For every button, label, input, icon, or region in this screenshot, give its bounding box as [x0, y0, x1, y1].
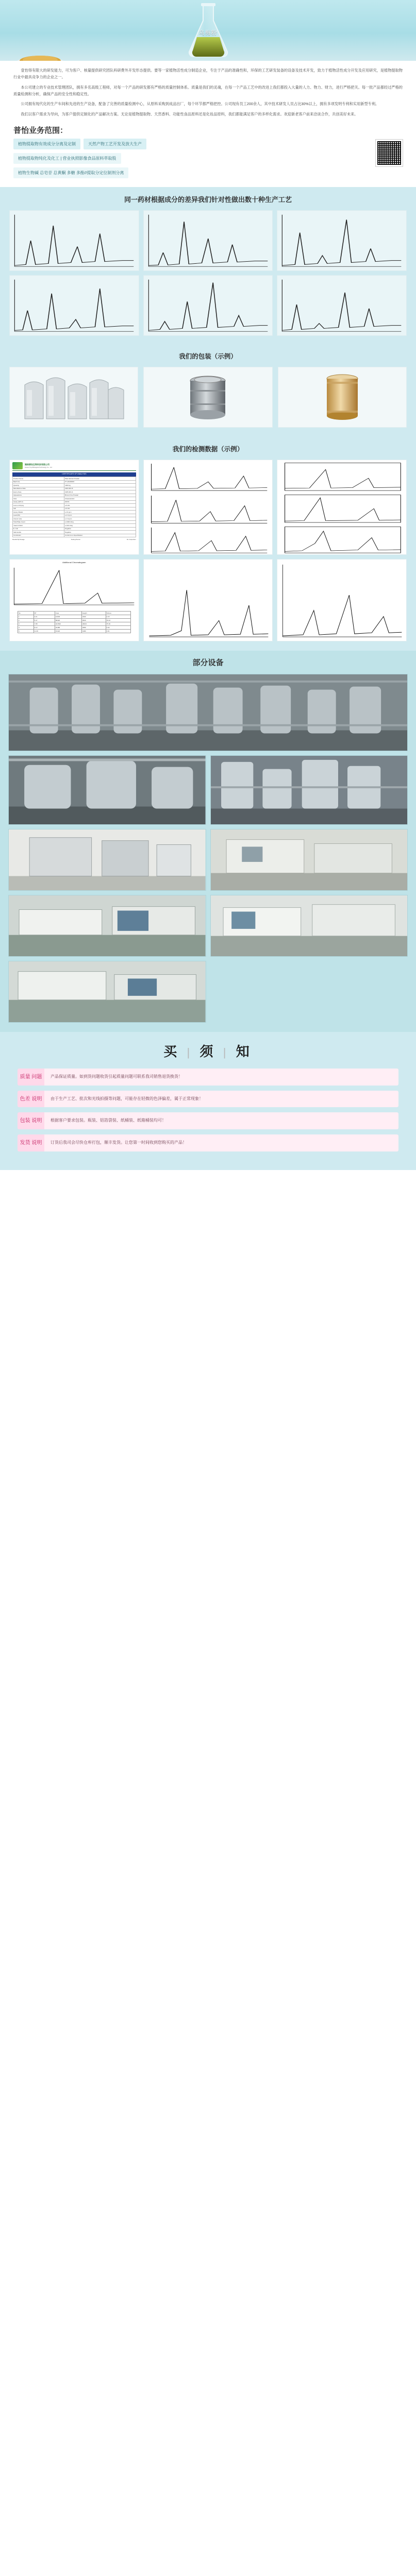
- fiber-drum: [278, 367, 407, 428]
- peak-table: No. RT Area Height %Area 1 3.21 12045 1820 2.15 2 5.47 86320 9640 15.42 3 7.88 421530 48210 75.30 4 9.12 24180 3050 4.32 5 11.65 15420 1980 2.81: [18, 611, 131, 633]
- concentration-unit: [210, 755, 408, 825]
- gc-ms-chromatogram: [143, 460, 273, 555]
- notice-value-color: 由于生产工艺、批次和光线拍摄等问题，可能存在轻微的色泽偏差，属于正常现象！: [44, 1091, 398, 1108]
- notice-row-shipping: [18, 1134, 398, 1151]
- intro-paragraph-4: 我们以客户需求为导向，为客户提供定制化的产品解决方案。无论是植物提取物、天然香料、功能性食品原料还是化妆品原料，我们都能满足客户的多样化需求。欢迎新老客户前来洽谈合作，共创美好未来。: [21, 111, 358, 116]
- business-scope-title: 普怡业务范围：: [0, 123, 416, 139]
- notice-key-color: 色差 说明: [18, 1091, 44, 1108]
- laboratory-bench: [210, 895, 408, 957]
- buyer-notice-section: [0, 1032, 416, 1170]
- notice-row-quality: [18, 1069, 398, 1086]
- hplc-chromatogram-3: [277, 210, 407, 271]
- stainless-steel-reactor: [8, 755, 206, 825]
- equipment-section-title: 部分设备: [0, 651, 416, 671]
- coa-table: Product Name Plant Extract Powder Batch No. PY-20230815 Quantity 1000 kg Manufacture Date 2023-08-15 Expiry Date 2025-08-14 Appearance Brown Fine Powder Odor Characteristic Assay (HPLC) 98.5% Loss on Drying ≤ 5.0% Ash ≤ 5.0% Heavy Metals ≤ 10 ppm Lead (Pb) ≤ 2.0 ppm Arsenic (As) ≤ 1.0 ppm Total Plate Count ≤ 1000 cfu/g Yeast & Mold ≤ 100 cfu/g E. Coli Negative Salmonella Negative Conclusion Conforms to Specification: [12, 477, 136, 537]
- notice-key-quality: 质量 问题: [18, 1069, 44, 1086]
- hplc-chromatogram-2: [143, 210, 273, 271]
- reports-grid: [0, 460, 416, 651]
- notice-value-shipping: 订货后我司会尽快仓库打包，顺丰发货。让您第一时间收到您购买的产品！: [44, 1134, 398, 1151]
- spray-dryer: [8, 829, 206, 891]
- intro-paragraph-3: 公司拥有现代化的生产车间和先进的生产设备，配备了完善的质量检测中心，从原料采购到成品出厂，每个环节都严格把控。公司现有员工200余人，其中技术研发人员占比30%以上，拥有多项发明专利和实用新型专利。: [21, 101, 379, 107]
- notice-title-part-3: 知: [236, 1043, 253, 1059]
- notice-key-packaging: 包装 说明: [18, 1112, 44, 1129]
- extraction-tank-line: [8, 674, 408, 751]
- notice-value-packaging: 根据客户要求包装。瓶装、铝箔袋装、纸桶装、纸箱桶装均可！: [44, 1112, 398, 1129]
- hero-banner: [0, 0, 416, 61]
- notice-title-part-1: 买: [163, 1043, 180, 1059]
- intro-paragraph-1: 壹怡得有限大的研发能力，可为客户、核量提供研究团队科研费外开发形态提供。要等一家植物活性成分制造企业，专注于产品的准确性和，环保的工艺研发装备的设备及技术开发，致力于植物活性成分开发及应用研究，是植物提取物行业中最具竞争力的企业之一。: [13, 68, 403, 80]
- coa-banner: CERTIFICATE OF ANALYSIS: [12, 472, 136, 477]
- packaging-section-title: 我们的包装（示例）: [0, 344, 416, 367]
- notice-row-color: [18, 1091, 398, 1108]
- business-scope-list: [0, 139, 416, 187]
- powder-dish-icon: [9, 49, 71, 61]
- certificate-of-analysis: [9, 460, 139, 555]
- coa-company-cn: 湖南普怡生物科技有限公司: [25, 463, 49, 466]
- process-section-title: 同一药材根据成分的差异我们针对性做出数十种生产工艺: [0, 187, 416, 210]
- business-row-3: [13, 167, 403, 178]
- hplc-report-chromatogram: [277, 460, 407, 555]
- business-cell-1-1: 植物提取物有效成分分离及定制: [13, 139, 80, 149]
- business-cell-2-1: 植物提取物纯化及化工 | 营业执照影像食品原料萃取股: [13, 153, 121, 164]
- hplc-chromatogram-4: [9, 275, 139, 336]
- coa-footer-mid: Testing Person: [71, 538, 81, 541]
- business-cell-3-1: 植物生物碱 总皂苷 总黄酮 多糖 多酚//提取分定位制剂分离: [13, 167, 128, 178]
- chromatogram-grid: [0, 210, 416, 344]
- coa-footer-left: Results By Dosage: [12, 538, 25, 541]
- business-row-2: [13, 153, 403, 164]
- notice-title-part-2: 须: [199, 1043, 217, 1059]
- notice-row-packaging: [18, 1112, 398, 1129]
- packaging-machine: [210, 829, 408, 891]
- company-intro: [0, 61, 416, 123]
- product-detail-page: [0, 0, 416, 1170]
- reports-section-title: 我们的检测数据（示例）: [0, 437, 416, 460]
- coa-company-en: Hunan Puyi Biological Technology Co., Ltd.: [25, 466, 53, 468]
- packaging-grid: [0, 367, 416, 437]
- business-row-1: [13, 139, 403, 149]
- additional-chromatogram: [9, 559, 139, 641]
- qr-code-icon[interactable]: [376, 140, 403, 166]
- notice-value-quality: 产品保证质量。如到货问题收货引起质量问题可联系我司销售退货换货！: [44, 1069, 398, 1086]
- additional-chromatogram-title: Additional Chromatogram: [62, 561, 86, 564]
- nmr-spectrum: [143, 559, 273, 641]
- qc-laboratory: [8, 895, 206, 957]
- coa-footer-right: No. Inspection: [126, 538, 136, 541]
- notice-title-sep-1: |: [187, 1045, 193, 1059]
- company-logo-icon: [12, 462, 23, 469]
- product-label: 乌梅粉: [198, 30, 218, 36]
- buyer-notice-title: [0, 1041, 416, 1060]
- analysis-laboratory: [8, 961, 206, 1023]
- intro-paragraph-2: 本公司建立的专业技术管理团队，拥有多名高级工程师，对每一个产品的研发都有严格的质量控制体系。质量是我们的灵魂，在每一个产品工艺中的改进上我们都投入大量的人力、物力、财力，进行严格把关。每一批产品都经过严格的质量检测和分析，确保产品的安全性和稳定性。: [13, 84, 403, 96]
- uv-spectrum: [277, 559, 407, 641]
- hplc-chromatogram-1: [9, 210, 139, 271]
- business-cell-1-2: 天然产物工艺开发及放大生产: [84, 139, 146, 149]
- notice-key-shipping: 发货 说明: [18, 1134, 44, 1151]
- hplc-chromatogram-5: [143, 275, 273, 336]
- equipment-photo-grid: [8, 674, 408, 1023]
- steel-drum: [143, 367, 272, 428]
- aluminum-foil-bags: [9, 367, 138, 428]
- notice-title-sep-2: |: [223, 1045, 229, 1059]
- hplc-chromatogram-6: [277, 275, 407, 336]
